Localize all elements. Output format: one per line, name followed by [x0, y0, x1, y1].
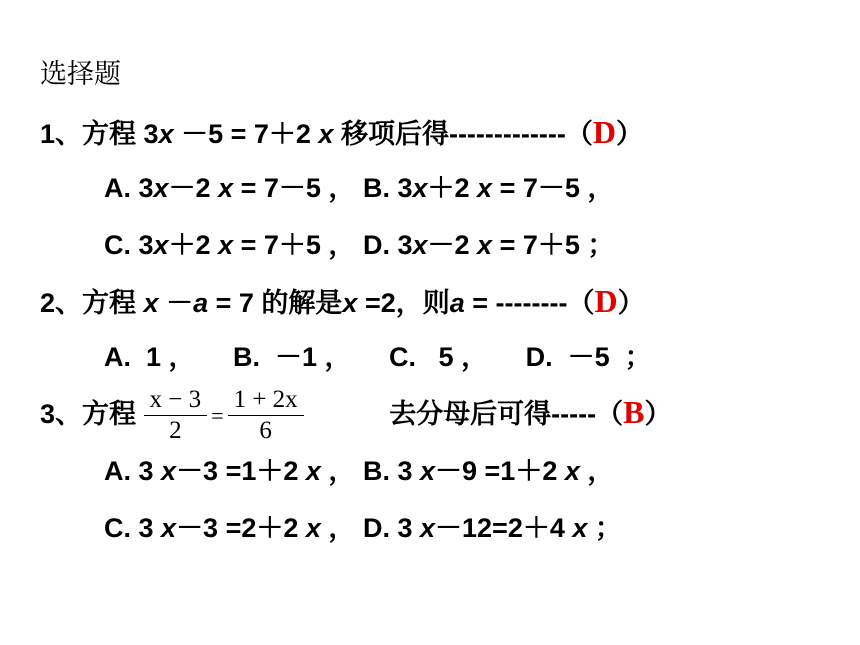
q2-answer: D	[594, 283, 618, 319]
q1-answer: D	[592, 114, 616, 150]
question-1: 1、方程 3x －5 = 7＋2 x 移项后得-------------（D）	[40, 114, 643, 150]
q1-option-c: C. 3x＋2 x = 7＋5 ，	[104, 230, 356, 260]
q2-prefix: 2、方程	[40, 288, 144, 318]
question-2: 2、方程 x －a = 7 的解是x =2，则a = --------（D）	[40, 283, 645, 319]
q1-option-d: D. 3x－2 x = 7＋5 ；	[362, 230, 615, 260]
q3-option-d: D. 3 x－12=2＋4 x ；	[362, 513, 622, 543]
q3-options-row1	[104, 455, 614, 487]
q1-options-row1	[104, 172, 614, 204]
q3-option-a: A. 3 x－3 =1＋2 x ，	[104, 456, 356, 486]
q3-answer: B	[623, 394, 645, 430]
q2-options: A. 1 ， B. －1 ， C. 5 ， D. －5 ；	[104, 342, 652, 372]
q3-prefix: 3、方程	[40, 399, 144, 429]
q3-option-b: B. 3 x－9 =1＋2 x ，	[362, 456, 615, 486]
q3-option-c: C. 3 x－3 =2＋2 x ，	[104, 513, 356, 543]
q3-fraction-right: $\frac{1 + 2x}{6}$	[228, 385, 304, 446]
q1-option-a: A. 3x－2 x = 7－5 ，	[104, 173, 356, 203]
q1-options-row2	[104, 229, 614, 261]
q3-options-row2	[104, 512, 622, 544]
q1-prefix: 1、方程	[40, 119, 144, 149]
question-3: 3、方程 $\frac{x - 3}{2}$ = $\frac{1 + 2x}{6}$ 去分母后可得-----（B）	[40, 386, 672, 445]
q1-option-b: B. 3x＋2 x = 7－5 ，	[362, 173, 615, 203]
q3-fraction-left: $\frac{x - 3}{2}$	[144, 385, 208, 446]
section-heading: 选择题	[40, 59, 121, 90]
